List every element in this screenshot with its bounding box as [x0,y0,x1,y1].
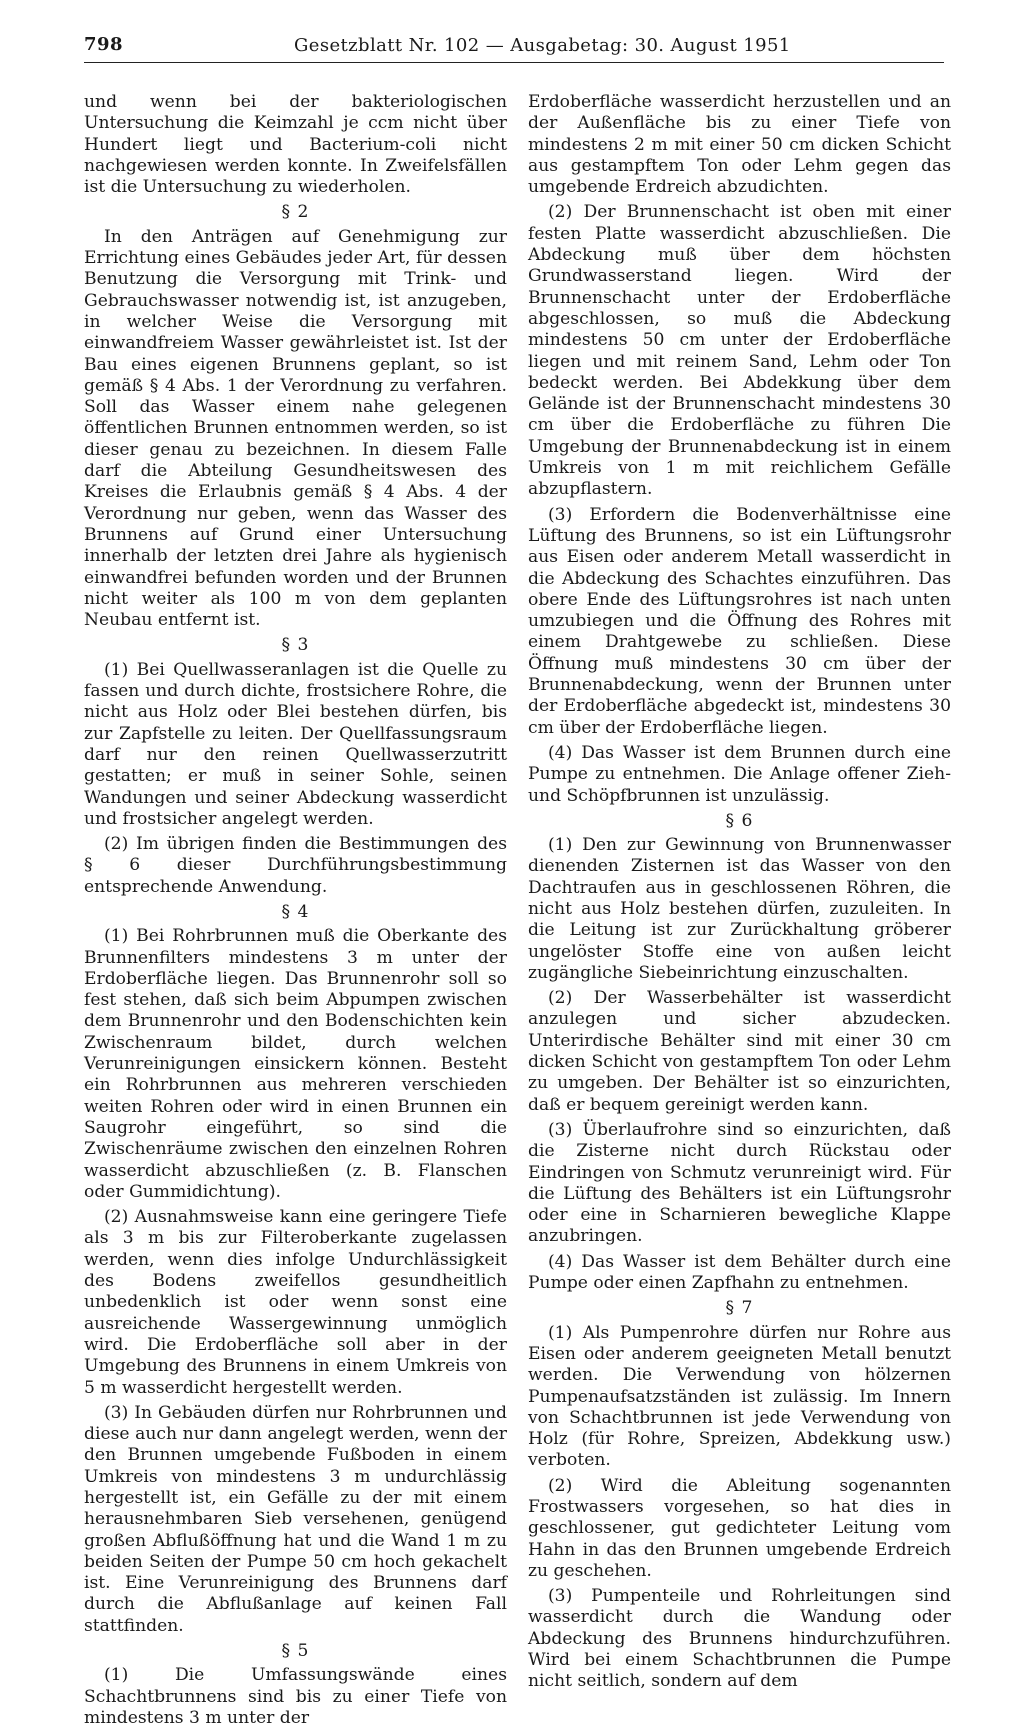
paragraph: (2) Der Wasserbehälter ist wasserdicht anzulegen und sicher abzudecken. Unterirdische Behälter sind mit einer 30 cm dicken Schicht von gestampftem Ton oder Lehm zu umgeben. Der Behälter ist so einzurichten, daß er bequem gereinigt werden kann. [528,988,951,1115]
paragraph: (1) Bei Quellwasseranlagen ist die Quelle zu fassen und durch dichte, frostsichere Rohre, die nicht aus Holz oder Blei bestehen dürfen, bis zur Zapfstelle zu leiten. Der Quellfassungsraum darf nur den reinen Quellwasserzutritt gestatten; er muß in seiner Sohle, seinen Wandungen und seiner Abdeckung wasserdicht und frostsicher angelegt werden. [84,659,507,829]
paragraph: (1) Bei Rohrbrunnen muß die Oberkante des Brunnenfilters mindestens 3 m unter der Erdoberfläche liegen. Das Brunnenrohr soll so fest stehen, daß sich beim Abpumpen zwischen dem Brunnenrohr und den Bodenschichten kein Zwischenraum bildet, durch welchen Verunreinigungen einsickern können. Besteht ein Rohrbrunnen aus mehreren verschieden weiten Rohren oder wird in einen Brunnen ein Saugrohr eingeführt, so sind die Zwischenräume zwischen den einzelnen Rohren wasserdicht abzuschließen (z. B. Flanschen oder Gummidichtung). [84,926,507,1202]
paragraph: (1) Die Umfassungswände eines Schachtbrunnens sind bis zu einer Tiefe von mindestens 3 m unter der [84,1665,507,1728]
left-column [84,92,507,1733]
running-head: Gesetzblatt Nr. 102 — Ausgabetag: 30. August 1951 [294,35,791,56]
paragraph: (4) Das Wasser ist dem Behälter durch eine Pumpe oder einen Zapfhahn zu entnehmen. [528,1251,951,1294]
section-heading: § 4 [281,901,310,922]
page-number: 798 [84,34,124,55]
section-heading: § 7 [725,1298,754,1319]
paragraph: (1) Als Pumpenrohre dürfen nur Rohre aus Eisen oder anderem geeigneten Metall benutzt werden. Die Verwendung von hölzernen Pumpenaufsatzständen ist zulässig. Im Innern von Schachtbrunnen ist jede Verwendung von Holz (für Rohre, Spreizen, Abdekkung usw.) verboten. [528,1322,951,1471]
section-heading: § 3 [281,635,310,656]
page-header [84,34,944,63]
paragraph: (2) Wird die Ableitung sogenannten Frostwassers vorgesehen, so hat dies in geschlossener, gut gedichteter Leitung vom Hahn in das den Brunnen umgebende Erdreich zu geschehen. [528,1475,951,1581]
section-heading: § 5 [281,1641,310,1662]
paragraph: (3) Überlaufrohre sind so einzurichten, daß die Zisterne nicht durch Rückstau oder Eindringen von Schmutz verunreinigt wird. Für die Lüftung des Behälters ist ein Lüftungsrohr oder eine in Scharnieren bewegliche Klappe anzubringen. [528,1119,951,1247]
paragraph: (3) In Gebäuden dürfen nur Rohrbrunnen und diese auch nur dann angelegt werden, wenn der den Brunnen umgebende Fußboden in einem Umkreis von mindestens 3 m undurchlässig hergestellt ist, ein Gefälle zu der mit einem herausnehmbaren Sieb versehenen, genügend großen Abflußöffnung hat und die Wand 1 m zu beiden Seiten der Pumpe 50 cm hoch gekachelt ist. Eine Verunreinigung des Brunnens darf durch die Abflußanlage auf keinen Fall stattfinden. [84,1402,507,1636]
section-heading: § 6 [725,810,754,831]
paragraph: (3) Pumpenteile und Rohrleitungen sind wasserdicht durch die Wandung oder Abdeckung des Brunnens hindurchzuführen. Wird bei einem Schachtbrunnen die Pumpe nicht seitlich, sondern auf dem [528,1586,951,1692]
paragraph: (2) Der Brunnenschacht ist oben mit einer festen Platte wasserdicht abzuschließen. Die Abdeckung muß über dem höchsten Grundwasserstand liegen. Wird der Brunnenschacht unter der Erdoberfläche abgeschlossen, so muß die Abdeckung mindestens 50 cm unter der Erdoberfläche liegen und mit reinem Sand, Lehm oder Ton bedeckt werden. Bei Abdekkung über dem Gelände ist der Brunnenschacht mindestens 30 cm über die Erdoberfläche zu führen Die Umgebung der Brunnenabdeckung ist in einem Umkreis von 1 m mit reichlichem Gefälle abzupflastern. [528,202,951,500]
paragraph: (1) Den zur Gewinnung von Brunnenwasser dienenden Zisternen ist das Wasser von den Dachtraufen aus in geschlossenen Röhren, die nicht aus Holz bestehen dürfen, zuzuleiten. In die Leitung ist zur Zurückhaltung gröberer ungelöster Stoffe eine von außen leicht zugängliche Siebeinrichtung einzuschalten. [528,835,951,983]
paragraph: (4) Das Wasser ist dem Brunnen durch eine Pumpe zu entnehmen. Die Anlage offener Zieh- und Schöpfbrunnen ist unzulässig. [528,742,951,806]
paragraph: (2) Ausnahmsweise kann eine geringere Tiefe als 3 m bis zur Filteroberkante zugelassen werden, wenn dies infolge Undurchlässigkeit des Bodens zweifellos gesundheitlich unbedenklich ist oder wenn sonst eine ausreichende Wassergewinnung unmöglich wird. Die Erdoberfläche soll aber in der Umgebung des Brunnens in einem Umkreis von 5 m wasserdicht hergestellt werden. [84,1207,507,1398]
section-heading: § 2 [281,202,310,223]
paragraph: und wenn bei der bakteriologischen Untersuchung die Keimzahl je ccm nicht über Hundert liegt und Bacterium-coli nicht nachgewiesen werden konnte. In Zweifelsfällen ist die Untersuchung zu wiederholen. [84,92,507,198]
paragraph: Erdoberfläche wasserdicht herzustellen und an der Außenfläche bis zu einer Tiefe von mindestens 2 m mit einer 50 cm dicken Schicht aus gestampftem Ton oder Lehm gegen das umgebende Erdreich abzudichten. [528,92,951,198]
right-column [528,92,951,1697]
paragraph: In den Anträgen auf Genehmigung zur Errichtung eines Gebäudes jeder Art, für dessen Benutzung die Versorgung mit Trink- und Gebrauchswasser notwendig ist, ist anzugeben, in welcher Weise die Versorgung mit einwandfreiem Wasser gewährleistet ist. Ist der Bau eines eigenen Brunnens geplant, so ist gemäß § 4 Abs. 1 der Verordnung zu verfahren. Soll das Wasser einem nahe gelegenen öffentlichen Brunnen entnommen werden, so ist dieser genau zu bezeichnen. In diesem Falle darf die Abteilung Gesundheitswesen des Kreises die Erlaubnis gemäß § 4 Abs. 4 der Verordnung nur geben, wenn das Wasser des Brunnens auf Grund einer Untersuchung innerhalb der letzten drei Jahre als hygienisch einwandfrei befunden worden und der Brunnen nicht weiter als 100 m von dem geplanten Neubau entfernt ist. [84,226,507,631]
paragraph: (3) Erfordern die Bodenverhältnisse eine Lüftung des Brunnens, so ist ein Lüftungsrohr aus Eisen oder anderem Metall wasserdicht in die Abdeckung des Schachtes einzuführen. Das obere Ende des Lüftungsrohres ist nach unten umzubiegen und die Öffnung des Rohres mit einem Drahtgewebe zu schließen. Diese Öffnung muß mindestens 30 cm über der Brunnenabdeckung, wenn der Brunnen unter der Erdoberfläche abgedeckt ist, mindestens 30 cm über der Erdoberfläche liegen. [528,504,951,738]
paragraph: (2) Im übrigen finden die Bestimmungen des § 6 dieser Durchführungsbestimmung entsprechende Anwendung. [84,834,507,897]
